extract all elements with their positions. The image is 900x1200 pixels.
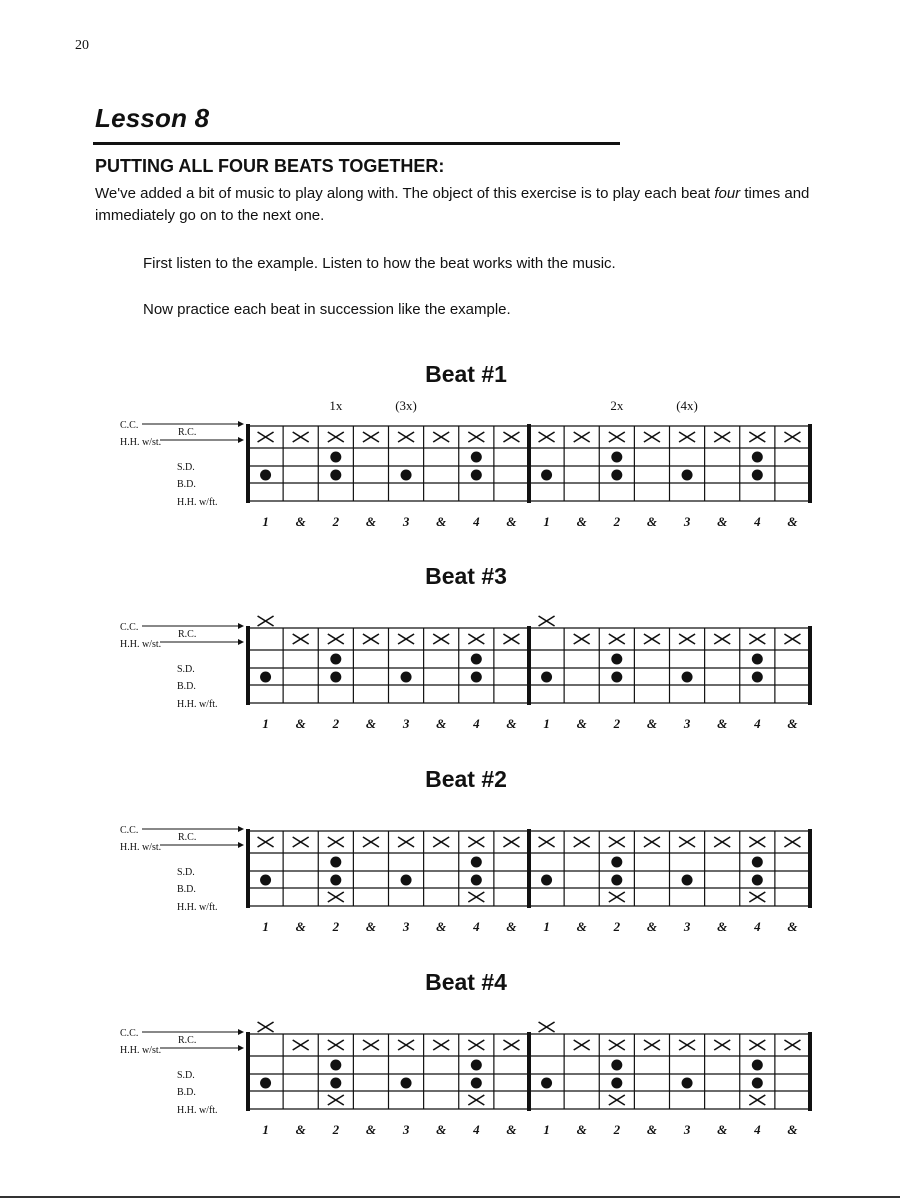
bass-hit (611, 672, 622, 683)
hihat-foot-hit (749, 892, 765, 902)
bass-hit (611, 470, 622, 481)
count-label: 4 (754, 1122, 761, 1137)
ride-arrow-head (238, 639, 244, 645)
bass-hit (401, 1078, 412, 1089)
count-label: & (506, 716, 517, 731)
repeat-mark-2: 2x (610, 398, 624, 413)
ride-hit (714, 432, 730, 442)
ride-hit (328, 634, 344, 644)
count-label: 1 (543, 1122, 550, 1137)
label-bass-drum: B.D. (177, 1087, 196, 1098)
label-ride-cymbal: R.C. (178, 832, 197, 843)
count-label: & (787, 716, 798, 731)
count-label: 2 (613, 1122, 621, 1137)
ride-hit (574, 1040, 590, 1050)
page-bottom-rule (0, 1196, 900, 1198)
count-label: & (295, 716, 306, 731)
intro-text-start: We've added a bit of music to play along with. The object of this exercise is to play each beat (95, 185, 715, 202)
snare-hit (611, 654, 622, 665)
bass-hit (541, 470, 552, 481)
bass-hit (471, 470, 482, 481)
ride-hit (503, 432, 519, 442)
ride-hit (363, 837, 379, 847)
ride-hit (609, 837, 625, 847)
bass-hit (541, 875, 552, 886)
beat-title-4: Beat #4 (425, 969, 507, 995)
hihat-foot-hit (328, 892, 344, 902)
crash-arrow-head (238, 826, 244, 832)
ride-hit (433, 432, 449, 442)
bass-hit (752, 672, 763, 683)
repeat-mark-3: (4x) (676, 398, 698, 413)
label-hihat-stick: H.H. w/st. (120, 437, 162, 448)
ride-hit (293, 634, 309, 644)
snare-hit (611, 857, 622, 868)
bass-hit (330, 875, 341, 886)
count-label: 1 (262, 1122, 269, 1137)
ride-hit (644, 432, 660, 442)
count-label: & (787, 514, 798, 529)
count-label: 3 (402, 716, 410, 731)
label-snare-drum: S.D. (177, 867, 195, 878)
ride-hit (363, 432, 379, 442)
ride-arrow-head (238, 437, 244, 443)
count-label: 1 (262, 514, 269, 529)
ride-hit (784, 634, 800, 644)
count-label: & (506, 514, 517, 529)
ride-hit (749, 1040, 765, 1050)
bass-hit (260, 672, 271, 683)
bass-hit (682, 672, 693, 683)
count-label: & (506, 919, 517, 934)
hihat-foot-hit (468, 892, 484, 902)
count-label: & (295, 514, 306, 529)
hihat-foot-hit (468, 1095, 484, 1105)
count-label: 3 (683, 716, 691, 731)
repeat-mark-0: 1x (329, 398, 343, 413)
bass-hit (471, 672, 482, 683)
bass-hit (260, 470, 271, 481)
count-label: 1 (543, 716, 550, 731)
bass-hit (471, 1078, 482, 1089)
count-label: 3 (402, 919, 410, 934)
count-label: 3 (683, 1122, 691, 1137)
ride-hit (714, 837, 730, 847)
bass-hit (471, 875, 482, 886)
lesson-title: Lesson 8 (95, 103, 210, 133)
beat-title-2: Beat #2 (425, 766, 507, 792)
count-label: 4 (754, 514, 761, 529)
count-label: 4 (473, 514, 480, 529)
count-label: 4 (473, 716, 480, 731)
ride-hit (539, 432, 555, 442)
bass-hit (541, 672, 552, 683)
hihat-foot-hit (609, 892, 625, 902)
bass-hit (752, 470, 763, 481)
count-label: 1 (262, 716, 269, 731)
ride-hit (398, 432, 414, 442)
ride-hit (784, 432, 800, 442)
page-number: 20 (75, 38, 89, 53)
ride-arrow-head (238, 1045, 244, 1051)
count-label: & (787, 919, 798, 934)
beat-grid-3 (0, 597, 900, 742)
count-label: & (436, 514, 447, 529)
ride-hit (679, 1040, 695, 1050)
bass-hit (401, 875, 412, 886)
count-label: & (436, 919, 447, 934)
count-label: 4 (754, 716, 761, 731)
bass-hit (682, 1078, 693, 1089)
count-label: & (365, 919, 376, 934)
count-label: 1 (543, 919, 550, 934)
crash-hit (539, 616, 555, 626)
ride-hit (784, 837, 800, 847)
ride-hit (328, 837, 344, 847)
count-label: 2 (613, 716, 621, 731)
ride-hit (468, 432, 484, 442)
crash-hit (258, 1022, 274, 1032)
bass-hit (401, 672, 412, 683)
ride-hit (574, 634, 590, 644)
snare-hit (611, 452, 622, 463)
ride-hit (503, 1040, 519, 1050)
count-label: 1 (262, 919, 269, 934)
section-heading: PUTTING ALL FOUR BEATS TOGETHER: (95, 156, 445, 176)
bass-hit (682, 470, 693, 481)
ride-hit (749, 634, 765, 644)
intro-text-end: times and immediately go on to the next one. (95, 185, 810, 224)
label-hihat-foot: H.H. w/ft. (177, 1105, 218, 1116)
ride-hit (644, 837, 660, 847)
count-label: 4 (473, 919, 480, 934)
label-bass-drum: B.D. (177, 884, 196, 895)
ride-hit (433, 1040, 449, 1050)
count-label: & (717, 716, 728, 731)
snare-hit (330, 1060, 341, 1071)
ride-hit (609, 1040, 625, 1050)
ride-hit (679, 432, 695, 442)
intro-paragraph (95, 183, 825, 227)
count-label: & (576, 716, 587, 731)
bass-hit (330, 672, 341, 683)
intro-text-emphasis: four (714, 185, 741, 202)
snare-hit (471, 654, 482, 665)
ride-hit (503, 634, 519, 644)
snare-hit (330, 857, 341, 868)
ride-hit (293, 432, 309, 442)
label-hihat-foot: H.H. w/ft. (177, 497, 218, 508)
count-label: & (576, 1122, 587, 1137)
ride-hit (749, 837, 765, 847)
count-label: & (295, 919, 306, 934)
ride-hit (398, 1040, 414, 1050)
bass-hit (752, 875, 763, 886)
ride-hit (398, 837, 414, 847)
ride-hit (258, 837, 274, 847)
bass-hit (260, 1078, 271, 1089)
snare-hit (330, 452, 341, 463)
count-label: & (717, 1122, 728, 1137)
count-label: & (576, 514, 587, 529)
snare-hit (752, 1060, 763, 1071)
count-label: & (717, 514, 728, 529)
count-label: 4 (473, 1122, 480, 1137)
ride-hit (503, 837, 519, 847)
count-label: 2 (332, 1122, 340, 1137)
label-crash-cymbal: C.C. (120, 825, 139, 836)
hihat-foot-hit (609, 1095, 625, 1105)
snare-hit (611, 1060, 622, 1071)
ride-hit (468, 837, 484, 847)
ride-hit (714, 634, 730, 644)
label-snare-drum: S.D. (177, 664, 195, 675)
count-label: & (646, 1122, 657, 1137)
bass-hit (611, 875, 622, 886)
count-label: 2 (613, 514, 621, 529)
ride-hit (679, 837, 695, 847)
label-hihat-foot: H.H. w/ft. (177, 699, 218, 710)
repeat-mark-1: (3x) (395, 398, 417, 413)
count-label: 4 (754, 919, 761, 934)
count-label: 3 (683, 514, 691, 529)
ride-hit (293, 837, 309, 847)
count-label: 3 (683, 919, 691, 934)
label-crash-cymbal: C.C. (120, 622, 139, 633)
ride-hit (468, 634, 484, 644)
label-ride-cymbal: R.C. (178, 1035, 197, 1046)
snare-hit (471, 857, 482, 868)
beat-title-1: Beat #1 (425, 361, 507, 387)
label-ride-cymbal: R.C. (178, 427, 197, 438)
ride-hit (574, 432, 590, 442)
label-crash-cymbal: C.C. (120, 420, 139, 431)
ride-hit (398, 634, 414, 644)
ride-arrow-head (238, 842, 244, 848)
count-label: & (365, 716, 376, 731)
beat-grid-4 (0, 1003, 900, 1148)
count-label: 2 (332, 514, 340, 529)
label-bass-drum: B.D. (177, 681, 196, 692)
label-snare-drum: S.D. (177, 462, 195, 473)
bass-hit (682, 875, 693, 886)
count-label: 2 (613, 919, 621, 934)
title-underline (93, 142, 620, 145)
count-label: & (646, 716, 657, 731)
count-label: & (646, 514, 657, 529)
ride-hit (328, 1040, 344, 1050)
ride-hit (714, 1040, 730, 1050)
label-hihat-stick: H.H. w/st. (120, 1045, 162, 1056)
label-snare-drum: S.D. (177, 1070, 195, 1081)
count-label: & (365, 1122, 376, 1137)
ride-hit (609, 634, 625, 644)
snare-hit (471, 452, 482, 463)
crash-hit (258, 616, 274, 626)
count-label: & (787, 1122, 798, 1137)
crash-arrow-head (238, 421, 244, 427)
hihat-foot-hit (328, 1095, 344, 1105)
ride-hit (293, 1040, 309, 1050)
snare-hit (752, 452, 763, 463)
bass-hit (260, 875, 271, 886)
count-label: & (646, 919, 657, 934)
ride-hit (539, 837, 555, 847)
bass-hit (401, 470, 412, 481)
ride-hit (609, 432, 625, 442)
count-label: 2 (332, 919, 340, 934)
count-label: & (717, 919, 728, 934)
beat-grid-1 (0, 395, 900, 540)
bass-hit (541, 1078, 552, 1089)
ride-hit (258, 432, 274, 442)
label-hihat-foot: H.H. w/ft. (177, 902, 218, 913)
count-label: 2 (332, 716, 340, 731)
bass-hit (330, 1078, 341, 1089)
count-label: & (576, 919, 587, 934)
label-bass-drum: B.D. (177, 479, 196, 490)
snare-hit (752, 857, 763, 868)
count-label: 3 (402, 514, 410, 529)
ride-hit (679, 634, 695, 644)
ride-hit (328, 432, 344, 442)
count-label: 1 (543, 514, 550, 529)
bass-hit (330, 470, 341, 481)
ride-hit (784, 1040, 800, 1050)
hihat-foot-hit (749, 1095, 765, 1105)
count-label: & (436, 1122, 447, 1137)
instruction-practice: Now practice each beat in succession like the example. (143, 301, 511, 318)
snare-hit (471, 1060, 482, 1071)
count-label: & (295, 1122, 306, 1137)
snare-hit (752, 654, 763, 665)
ride-hit (363, 634, 379, 644)
label-ride-cymbal: R.C. (178, 629, 197, 640)
ride-hit (749, 432, 765, 442)
ride-hit (644, 634, 660, 644)
crash-arrow-head (238, 623, 244, 629)
beat-grid-2 (0, 800, 900, 945)
count-label: & (365, 514, 376, 529)
beat-title-3: Beat #3 (425, 563, 507, 589)
count-label: & (506, 1122, 517, 1137)
crash-arrow-head (238, 1029, 244, 1035)
snare-hit (330, 654, 341, 665)
ride-hit (433, 837, 449, 847)
instruction-listen: First listen to the example. Listen to how the beat works with the music. (143, 255, 616, 272)
label-crash-cymbal: C.C. (120, 1028, 139, 1039)
ride-hit (363, 1040, 379, 1050)
ride-hit (644, 1040, 660, 1050)
count-label: 3 (402, 1122, 410, 1137)
label-hihat-stick: H.H. w/st. (120, 842, 162, 853)
ride-hit (433, 634, 449, 644)
bass-hit (611, 1078, 622, 1089)
count-label: & (436, 716, 447, 731)
label-hihat-stick: H.H. w/st. (120, 639, 162, 650)
crash-hit (539, 1022, 555, 1032)
ride-hit (574, 837, 590, 847)
bass-hit (752, 1078, 763, 1089)
ride-hit (468, 1040, 484, 1050)
